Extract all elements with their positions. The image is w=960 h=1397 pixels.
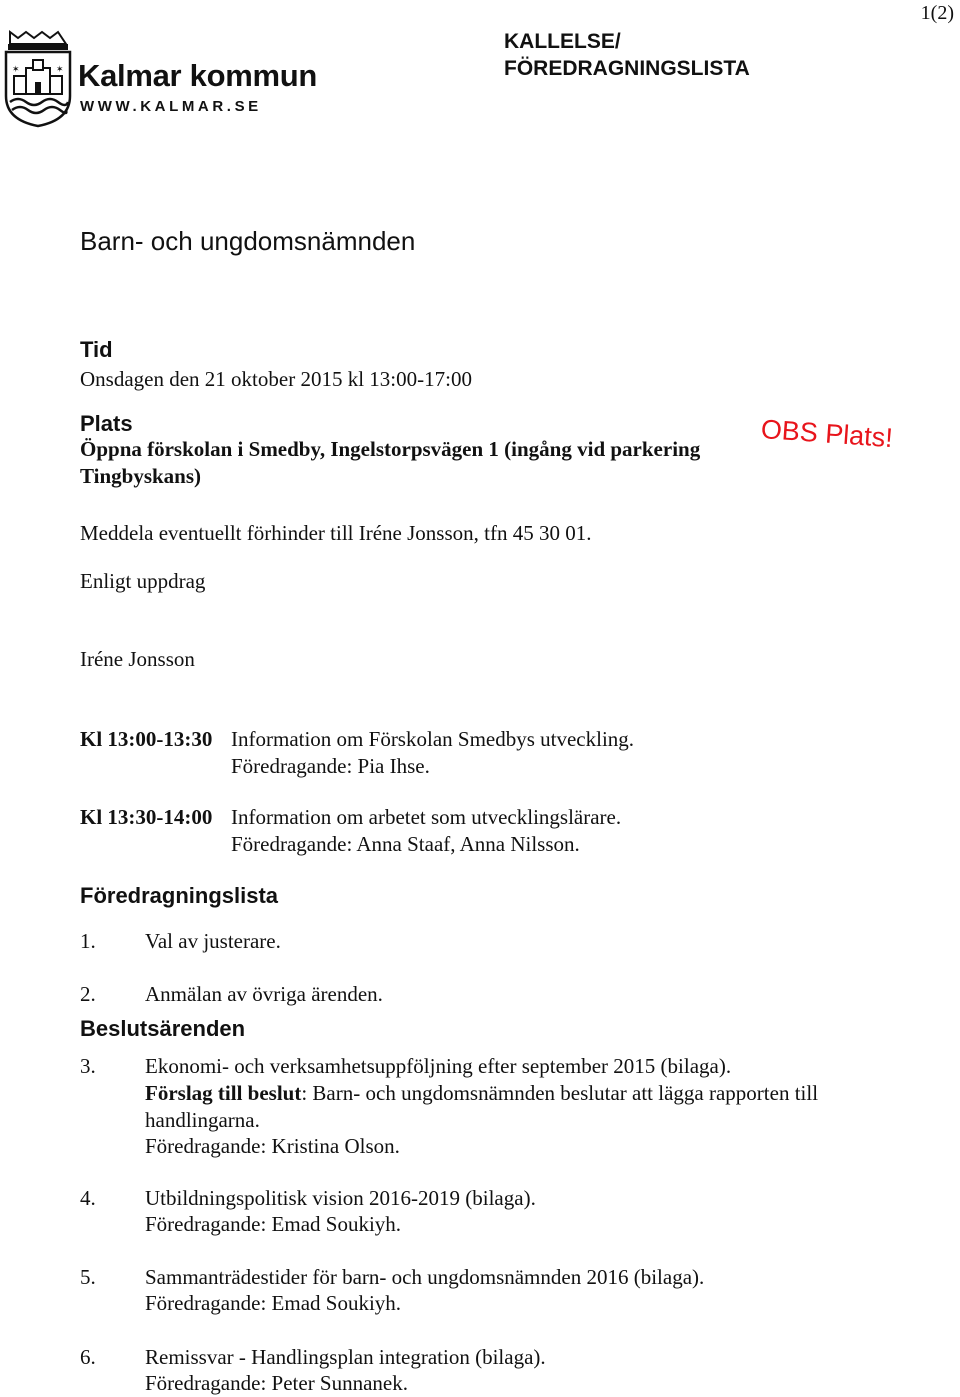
absence-notice: Meddela eventuellt förhinder till Iréne Jonsson, tfn 45 30 01. xyxy=(80,521,592,545)
item-number: 1. xyxy=(80,929,96,953)
item-proposal-cont: handlingarna. xyxy=(145,1108,260,1132)
signer-name: Iréne Jonsson xyxy=(80,647,195,671)
schedule-time: Kl 13:30-14:00 xyxy=(80,805,213,829)
logo-url: WWW.KALMAR.SE xyxy=(80,98,262,115)
place-line1: Öppna förskolan i Smedby, Ingelstorpsvägen 1 (ingång vid parkering xyxy=(80,437,701,461)
item-number: 5. xyxy=(80,1265,96,1289)
schedule-description: Information om Förskolan Smedbys utveckling. xyxy=(231,727,635,751)
item-number: 3. xyxy=(80,1054,96,1078)
item-title: Val av justerare. xyxy=(145,929,281,953)
schedule-time: Kl 13:00-13:30 xyxy=(80,727,213,751)
time-heading: Tid xyxy=(80,337,113,362)
schedule-description: Information om arbetet som utvecklingslärare. xyxy=(231,805,622,829)
decisions-heading: Beslutsärenden xyxy=(80,1016,246,1041)
time-value: Onsdagen den 21 oktober 2015 kl 13:00-17:00 xyxy=(80,367,472,391)
kalmar-crest-icon xyxy=(2,30,74,128)
item-title: Anmälan av övriga ärenden. xyxy=(145,982,383,1006)
committee-title: Barn- och ungdomsnämnden xyxy=(80,226,416,256)
page-number: 1(2) xyxy=(920,2,954,24)
schedule-presenter: Föredragande: Anna Staaf, Anna Nilsson. xyxy=(231,832,580,856)
place-line2: Tingbyskans) xyxy=(80,464,202,488)
proposal-text: : Barn- och ungdomsnämnden beslutar att lägga rapporten till xyxy=(301,1081,819,1105)
proposal-label: Förslag till beslut xyxy=(145,1081,302,1105)
item-presenter: Föredragande: Emad Soukiyh. xyxy=(145,1212,402,1236)
schedule-presenter: Föredragande: Pia Ihse. xyxy=(231,754,430,778)
item-title: Sammanträdestider för barn- och ungdomsnämnden 2016 (bilaga). xyxy=(145,1265,705,1289)
item-title: Utbildningspolitisk vision 2016-2019 (bilaga). xyxy=(145,1186,536,1210)
kalmar-logo xyxy=(2,30,332,130)
obs-place-note: OBS Plats! xyxy=(759,414,894,454)
document-type-line1: KALLELSE/ xyxy=(504,30,621,53)
document-type-line2: FÖREDRAGNINGSLISTA xyxy=(504,57,750,80)
svg-text:✶: ✶ xyxy=(56,64,64,74)
item-number: 6. xyxy=(80,1345,96,1369)
item-presenter: Föredragande: Kristina Olson. xyxy=(145,1134,400,1158)
agenda-heading: Föredragningslista xyxy=(80,883,279,908)
item-number: 2. xyxy=(80,982,96,1006)
document-type xyxy=(504,28,750,82)
item-number: 4. xyxy=(80,1186,96,1210)
place-heading: Plats xyxy=(80,411,133,436)
item-presenter: Föredragande: Peter Sunnanek. xyxy=(145,1371,409,1395)
svg-text:✶: ✶ xyxy=(12,64,20,74)
logo-name: Kalmar kommun xyxy=(78,58,317,93)
item-title: Ekonomi- och verksamhetsuppföljning efter september 2015 (bilaga). xyxy=(145,1054,732,1078)
item-title: Remissvar - Handlingsplan integration (bilaga). xyxy=(145,1345,546,1369)
commission-text: Enligt uppdrag xyxy=(80,569,206,593)
item-presenter: Föredragande: Emad Soukiyh. xyxy=(145,1291,402,1315)
item-proposal xyxy=(145,1080,818,1107)
